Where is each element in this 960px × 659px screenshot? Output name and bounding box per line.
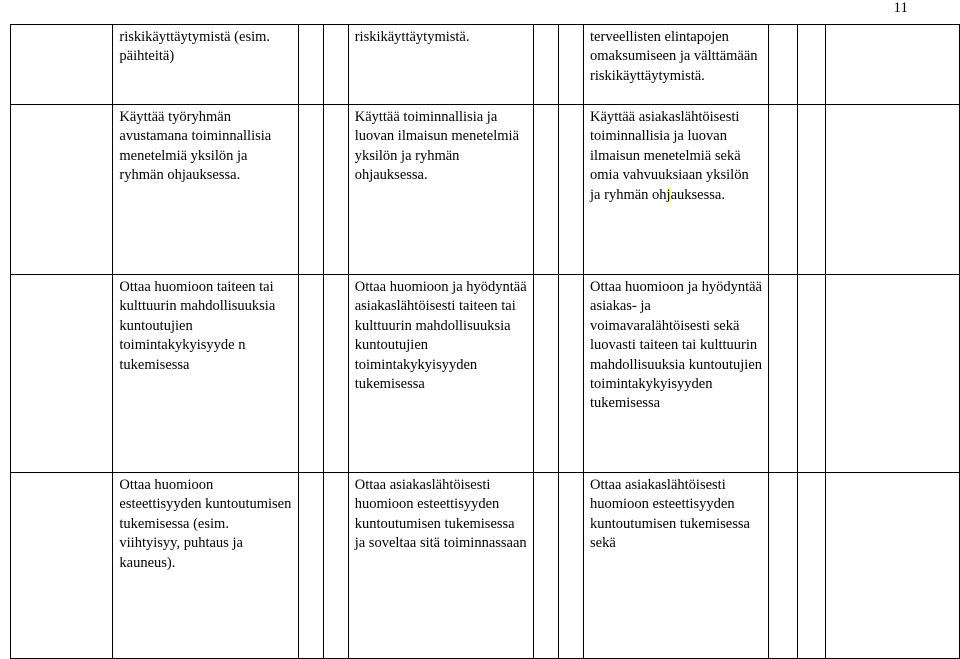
cell-text: Ottaa huomioon taiteen tai kulttuurin mahdollisuuksia kuntoutujien toimintakykyisyyde n tukemisessa [119,279,276,373]
highlighted-text: j [666,186,671,203]
table-cell-spacer [533,105,558,275]
table-cell-level-2 [348,105,533,275]
table-cell-blank [11,25,113,105]
table-cell-blank [11,275,113,473]
page-number: 11 [893,0,908,16]
table-cell-level-1 [113,275,298,473]
table-cell-spacer [797,105,825,275]
table-cell-spacer [558,275,583,473]
table-cell-spacer [533,25,558,105]
cell-text: Ottaa asiakaslähtöisesti huomioon esteettisyyden kuntoutumisen tukemisessa sekä [590,477,750,552]
table-cell-blank [825,473,959,659]
table-cell-level-2 [348,473,533,659]
table-cell-spacer [533,275,558,473]
table-cell-spacer [769,25,797,105]
table-cell-spacer [769,105,797,275]
cell-text-part: Käyttää asiakaslähtöisesti toiminnallisia ja luovan ilmaisun menetelmiä sekä omia vahvuuksiaan yksilön ja ryhmän oh [590,109,749,203]
table-row [11,25,960,105]
table-cell-spacer [797,25,825,105]
table-row [11,275,960,473]
table-cell-spacer [797,275,825,473]
table-cell-level-2 [348,25,533,105]
cell-text: Ottaa huomioon ja hyödyntää asiakaslähtöisesti taiteen tai kulttuurin mahdollisuuksia kuntoutujien toimintakykyisyyden tukemisessa [354,279,527,393]
table-cell-spacer [298,473,323,659]
table-cell-blank [825,105,959,275]
cell-text: Ottaa asiakaslähtöisesti huomioon esteettisyyden kuntoutumisen tukemisessa ja soveltaa sitä toiminnassaan [354,477,527,552]
table-cell-blank [11,105,113,275]
table-cell-blank [11,473,113,659]
table-cell-level-3 [584,275,769,473]
cell-text: terveellisten elintapojen omaksumiseen ja välttämään riskikäyttäytymistä. [590,29,758,84]
table-cell-spacer [769,275,797,473]
table-cell-spacer [533,473,558,659]
table-row [11,105,960,275]
cell-text: riskikäyttäytymistä. [354,29,470,45]
table-cell-spacer [323,25,348,105]
cell-text: Käyttää työryhmän avustamana toiminnallisia menetelmiä yksilön ja ryhmän ohjauksessa. [119,109,272,184]
table-cell-spacer [323,105,348,275]
table-cell-level-3 [584,25,769,105]
cell-text: Ottaa huomioon ja hyödyntää asiakas- ja voimavaralähtöisesti sekä luovasti taiteen tai kulttuurin mahdollisuuksia kuntoutujien toimintakykyisyyden tukemisessa [590,279,763,412]
assessment-criteria-table [10,24,960,659]
cell-text: Käyttää toiminnallisia ja luovan ilmaisun menetelmiä yksilön ja ryhmän ohjauksessa. [354,109,520,184]
cell-text: Ottaa huomioon esteettisyyden kuntoutumisen tukemisessa (esim. viihtyisyy, puhtaus ja kauneus). [119,477,292,571]
table-cell-spacer [298,25,323,105]
table-cell-spacer [769,473,797,659]
table-cell-spacer [558,473,583,659]
table-cell-spacer [558,25,583,105]
table-cell-level-1 [113,25,298,105]
table-cell-spacer [298,275,323,473]
table-cell-level-2 [348,275,533,473]
table-cell-blank [825,25,959,105]
table-cell-spacer [298,105,323,275]
cell-text [590,108,762,205]
table-cell-level-3 [584,105,769,275]
table-cell-spacer [323,275,348,473]
table-cell-blank [825,275,959,473]
table-row [11,473,960,659]
table-cell-spacer [797,473,825,659]
table-cell-spacer [558,105,583,275]
table-cell-level-1 [113,473,298,659]
table-cell-level-3 [584,473,769,659]
table-cell-spacer [323,473,348,659]
table-cell-level-1 [113,105,298,275]
cell-text-part: auksessa. [670,186,725,203]
cell-text: riskikäyttäytymistä (esim. päihteitä) [119,29,271,65]
